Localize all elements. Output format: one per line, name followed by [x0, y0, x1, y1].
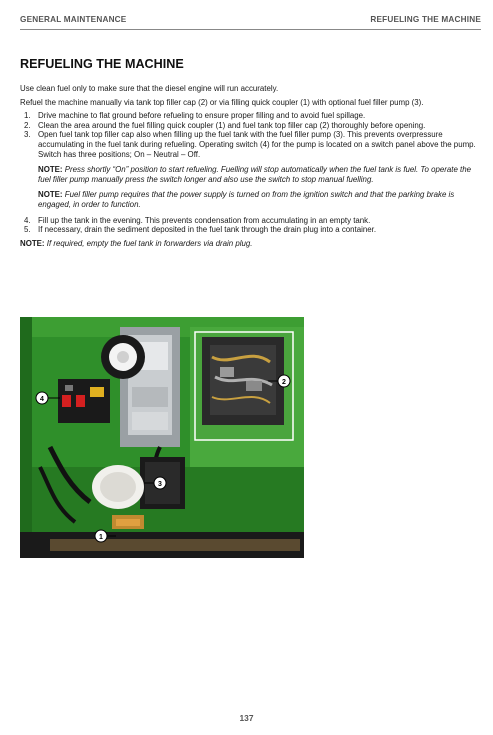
- callout-4: 4: [40, 396, 44, 403]
- intro-paragraph-2: Refuel the machine manually via tank top filler cap (2) or via filling quick coupler (1) with optional fuel filler pump (3).: [20, 97, 424, 107]
- callout-2: 2: [282, 379, 286, 386]
- list-item: 1. Drive machine to flat ground before refueling to ensure proper filling and to avoid fuel spillage.: [24, 111, 366, 121]
- intro-paragraph-1: Use clean fuel only to make sure that the diesel engine will run accurately.: [20, 84, 279, 93]
- page-title: REFUELING THE MACHINE: [20, 57, 184, 71]
- callout-3: 3: [158, 481, 162, 488]
- steps-list-a: [20, 111, 477, 159]
- page-number: 137: [239, 713, 254, 723]
- note-drain-plug: NOTE: If required, empty the fuel tank in forwarders via drain plug.: [20, 238, 253, 248]
- list-item: 5. If necessary, drain the sediment deposited in the fuel tank through the drain plug into a container.: [24, 225, 377, 235]
- page-body: [20, 84, 477, 248]
- header-divider: [20, 29, 481, 30]
- header-section-title: GENERAL MAINTENANCE: [20, 15, 127, 24]
- header-topic-title: REFUELING THE MACHINE: [370, 15, 481, 24]
- callout-1: 1: [99, 534, 103, 541]
- page-header: [20, 15, 481, 29]
- note-power-supply: NOTE: Fuel filler pump requires that the power supply is turned on from the ignition switch and that the parking brake is engaged, in order to function.: [38, 190, 455, 209]
- list-item: 4. Fill up the tank in the evening. This prevents condensation from accumulating in an empty tank.: [24, 215, 371, 225]
- steps-list-b: [20, 216, 477, 235]
- list-item: 3. Open fuel tank top filler cap also when filling up the fuel tank with the fuel filler pump (3). This prevents overpressure accumulating in the fuel tank during refueling. Operating switch (4) for the pump is located on a switch panel above the pump. Switch has three positions; On – Neutral – Off.: [24, 130, 476, 159]
- note-refuel-switch: NOTE: Press shortly “On” position to start refueling. Fuelling will stop automatically when the fuel tank is fuel. To operate the fuel filler pump manually press the switch longer and also use the switch to stop manual fuelling.: [38, 165, 472, 184]
- list-item: 2. Clean the area around the fuel filling quick coupler (1) and fuel tank top filler cap (2) thoroughly before opening.: [24, 120, 426, 130]
- fuel-system-photo: [20, 317, 304, 558]
